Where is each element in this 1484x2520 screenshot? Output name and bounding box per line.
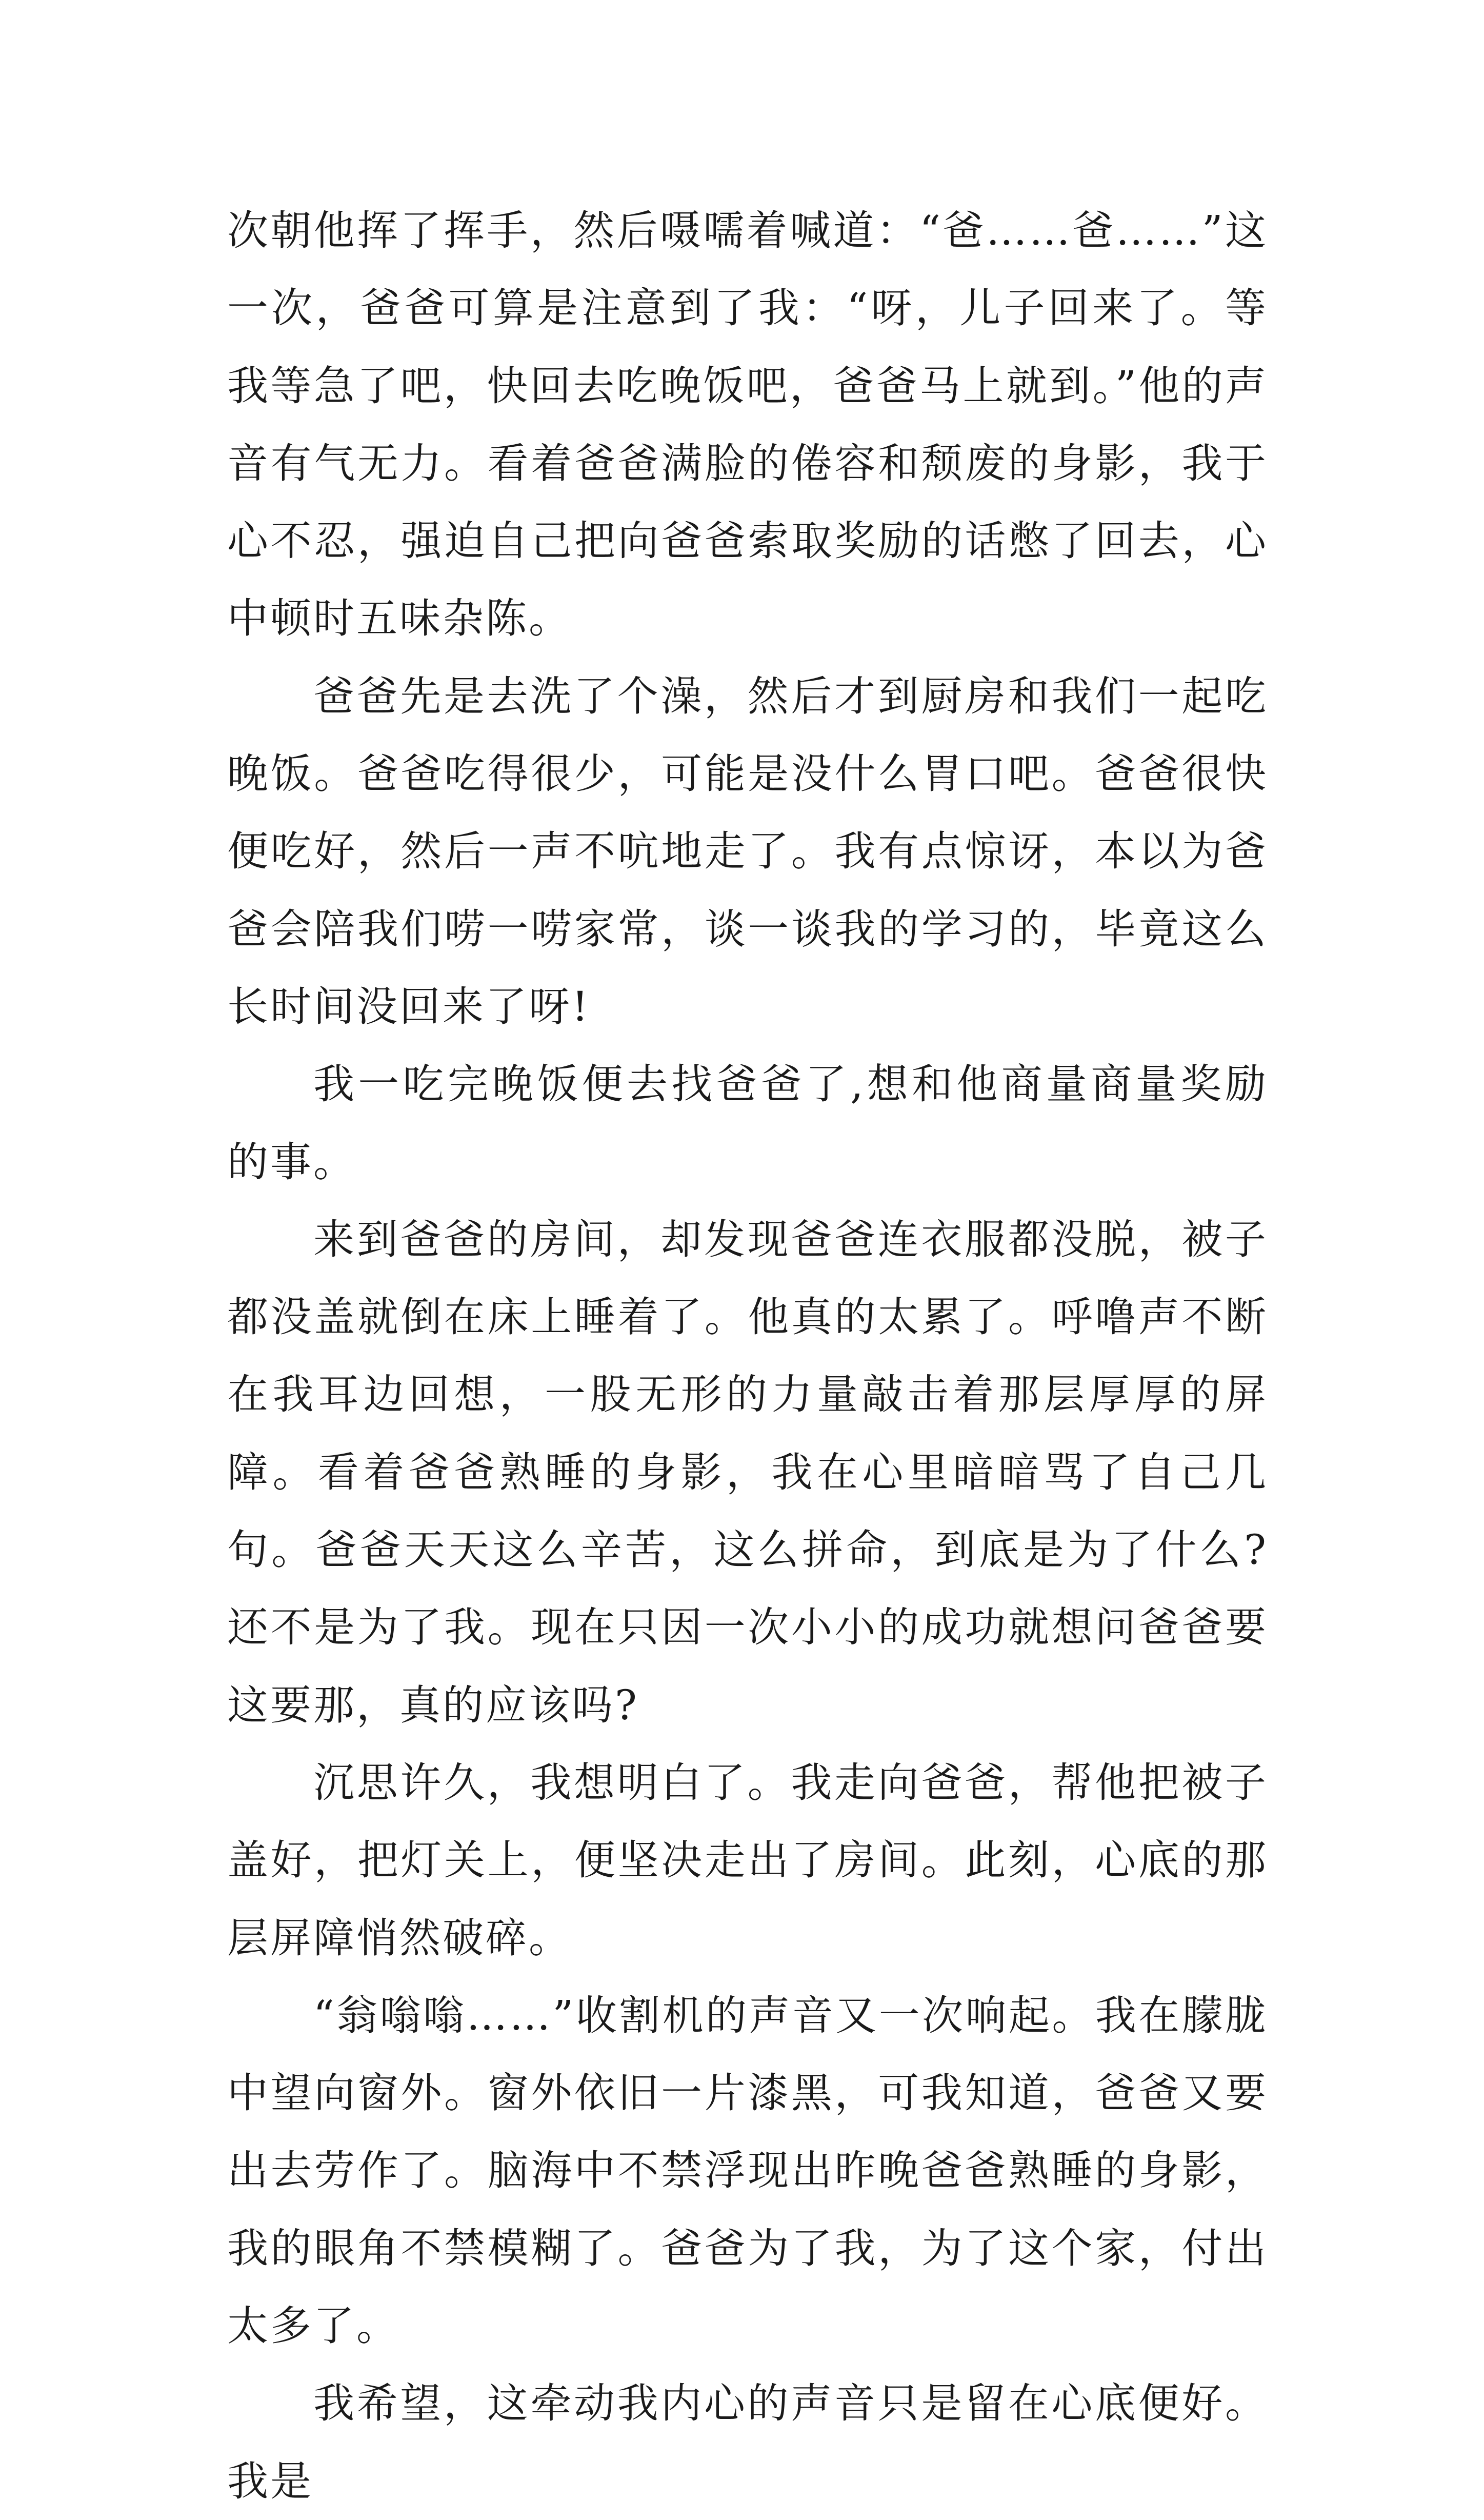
paragraph-7: 我希望，这牵动我内心的声音只是留在心底便好。我是 [227,2379,1268,2505]
paragraph-3: 我一吃完晚饭便去找爸爸了,想和他商量商量奖励的事。 [227,1060,1268,1186]
paragraph-4: 来到爸爸的房间，却发现爸爸连衣服都没脱，被子都没盖就倒在床上睡着了。他真的太累了。呼噜声不断在我耳边回想，一股无形的力量敲击着那层厚厚的屏障。看着爸爸熟睡的身影，我在心里暗暗骂了自己几句。爸爸天天这么辛苦，这么拼命，到底是为了什么?还不是为了我。现在只因一次小小的成功就想问爸爸要这要那，真的应该吗? [227,1215,1268,1729]
paragraph-2: 爸爸先是去洗了个澡，然后才到厨房和我们一起吃晚饭。爸爸吃得很少，可能是没什么胃口吧。爸爸很快便吃好，然后一声不吭地走了。我有点惊讶，本以为爸爸会陪我们唠一唠家常，谈一谈我的学习的，毕竟这么长时间没回来了呀! [227,672,1268,1030]
paragraph-6: “翁嗡嗡……”收割机的声音又一次响起。我在朦胧中望向窗外。窗外依旧一片漆黑，可我知道，爸爸又要出去劳作了。脑海中不禁浮现出昨晚爸爸熟睡的身影，我的眼角不禁模糊了。爸爸为了我，为了这个家，付出太多了。 [227,1991,1268,2350]
paragraph-1: 次朝他挥了挥手，然后嗫嚅着喊道：“爸……爸……”这一次，爸爸可算是注意到了我：“呀，儿子回来了。等我等急了吧，快回去吃晚饭吧，爸爸马上就到。”他的声音有气无力。看着爸爸满脸的倦容和颓废的身影，我于心不忍，强迫自己把向爸爸索取奖励的话憋了回去，心中顿时五味杂陈。 [227,207,1268,643]
paragraph-5: 沉思许久，我想明白了。我走向爸爸，帮他把被子盖好，把灯关上，便坚决走出了房间。此刻，心底的那层屏障悄然破碎。 [227,1758,1268,1962]
essay-body [227,192,1268,2520]
